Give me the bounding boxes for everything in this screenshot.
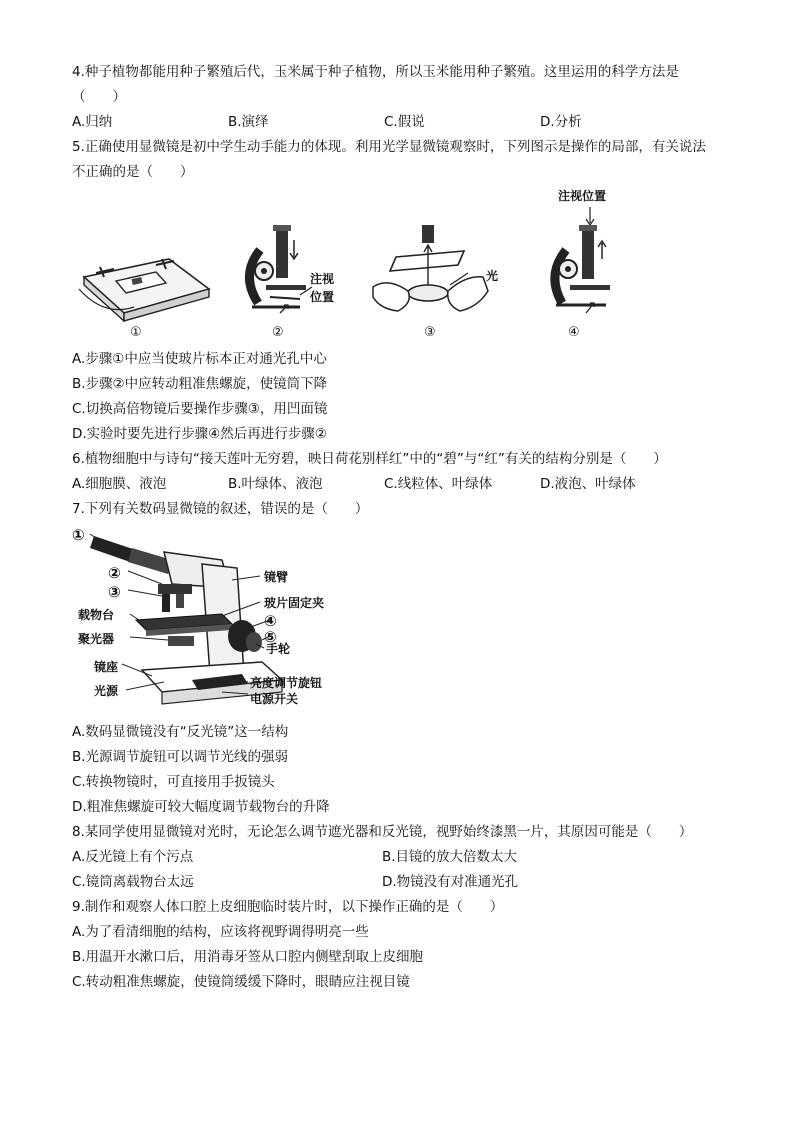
q6-option-a[interactable]: A.细胞膜、液泡 (72, 476, 167, 492)
q8-stem: 8.某同学使用显微镜对光时，无论怎么调节遮光器和反光镜，视野始终漆黑一片，其原因可能是（ ） (72, 824, 693, 840)
q6-option-b[interactable]: B.叶绿体、液泡 (228, 476, 323, 492)
step4-caption: ④ (568, 325, 580, 340)
exam-page (72, 60, 732, 995)
q9-option-b[interactable]: B.用温开水漱口后，用消毒牙签从口腔内侧壁刮取上皮细胞 (72, 949, 424, 965)
step2-caption: ② (272, 325, 284, 340)
q4-option-a[interactable]: A.归纳 (72, 114, 113, 130)
q4-stem: 4.种子植物都能用种子繁殖后代，玉米属于种子植物，所以玉米能用种子繁殖。这里运用的科学方法是 (72, 64, 679, 80)
q6-stem: 6.植物细胞中与诗句“接天莲叶无穷碧，映日荷花别样红”中的“碧”与“红”有关的结构分别是（ ） (72, 451, 667, 467)
q6-option-c[interactable]: C.线粒体、叶绿体 (384, 476, 493, 492)
q8-options-row2 (72, 870, 732, 895)
label-n2: ② (108, 564, 121, 582)
label-n5: ⑤ (264, 628, 277, 646)
q7-figure (72, 524, 732, 720)
q9-stem: 9.制作和观察人体口腔上皮细胞临时装片时，以下操作正确的是（ ） (72, 899, 504, 915)
label-stage: 载物台 (78, 608, 115, 622)
label-n1: ① (72, 526, 85, 544)
step4-microscope-illustration (544, 205, 624, 323)
q5-figure-row (72, 187, 732, 347)
step1-caption: ① (130, 325, 142, 340)
label-base: 镜座 (94, 660, 119, 674)
q4-option-b[interactable]: B.演绎 (228, 114, 269, 130)
label-arm: 镜臂 (264, 570, 289, 584)
q4-option-c[interactable]: C.假说 (384, 114, 425, 130)
step3-caption: ③ (424, 325, 436, 340)
label-clip: 玻片固定夹 (264, 596, 325, 610)
label-n4: ④ (264, 612, 277, 630)
q4-blank: （ ） (72, 89, 126, 105)
q8-option-b[interactable]: B.目镜的放大倍数太大 (382, 849, 518, 865)
step2-gaze-label-2: 位置 (310, 290, 335, 304)
q5-option-b[interactable]: B.步骤②中应转动粗准焦螺旋，使镜筒下降 (72, 376, 328, 392)
q7-option-d[interactable]: D.粗准焦螺旋可较大幅度调节载物台的升降 (72, 799, 330, 815)
q4-option-d[interactable]: D.分析 (540, 114, 582, 130)
step2-gaze-label-1: 注视 (310, 272, 335, 286)
q6-option-d[interactable]: D.液泡、叶绿体 (540, 476, 636, 492)
label-wheel: 手轮 (266, 642, 291, 656)
q8-option-d[interactable]: D.物镜没有对准通光孔 (382, 874, 519, 890)
q5-option-a[interactable]: A.步骤①中应当使玻片标本正对通光孔中心 (72, 351, 327, 367)
q5-option-d[interactable]: D.实验时要先进行步骤④然后再进行步骤② (72, 426, 327, 442)
step1-stage-illustration (74, 247, 214, 322)
label-power: 电源开关 (250, 692, 299, 706)
label-brightness: 亮度调节旋钮 (250, 676, 323, 690)
q5-option-c[interactable]: C.切换高倍物镜后要操作步骤③，用凹面镜 (72, 401, 328, 417)
label-light-source: 光源 (94, 684, 119, 698)
label-n3: ③ (108, 583, 121, 601)
step3-mirror-illustration (368, 225, 498, 325)
q7-option-a[interactable]: A.数码显微镜没有“反光镜”这一结构 (72, 724, 289, 740)
step4-gaze-label: 注视位置 (558, 189, 607, 203)
q5-stem-line2: 不正确的是（ ） (72, 164, 194, 180)
q6-options (72, 472, 732, 497)
q8-option-c[interactable]: C.镜筒离载物台太远 (72, 874, 194, 890)
step3-light-label: 光 (486, 269, 499, 283)
q7-stem: 7.下列有关数码显微镜的叙述，错误的是（ ） (72, 501, 369, 517)
q9-option-a[interactable]: A.为了看清细胞的结构，应该将视野调得明亮一些 (72, 924, 369, 940)
q4-options (72, 110, 732, 135)
q5-stem-line1: 5.正确使用显微镜是初中学生动手能力的体现。利用光学显微镜观察时，下列图示是操作的局部，有关说法 (72, 139, 706, 155)
q7-option-c[interactable]: C.转换物镜时，可直接用手扳镜头 (72, 774, 275, 790)
label-condenser: 聚光器 (78, 632, 115, 646)
q8-option-a[interactable]: A.反光镜上有个污点 (72, 849, 194, 865)
q9-option-c[interactable]: C.转动粗准焦螺旋，使镜筒缓缓下降时，眼睛应注视目镜 (72, 974, 410, 990)
q8-options-row1 (72, 845, 732, 870)
q7-option-b[interactable]: B.光源调节旋钮可以调节光线的强弱 (72, 749, 289, 765)
